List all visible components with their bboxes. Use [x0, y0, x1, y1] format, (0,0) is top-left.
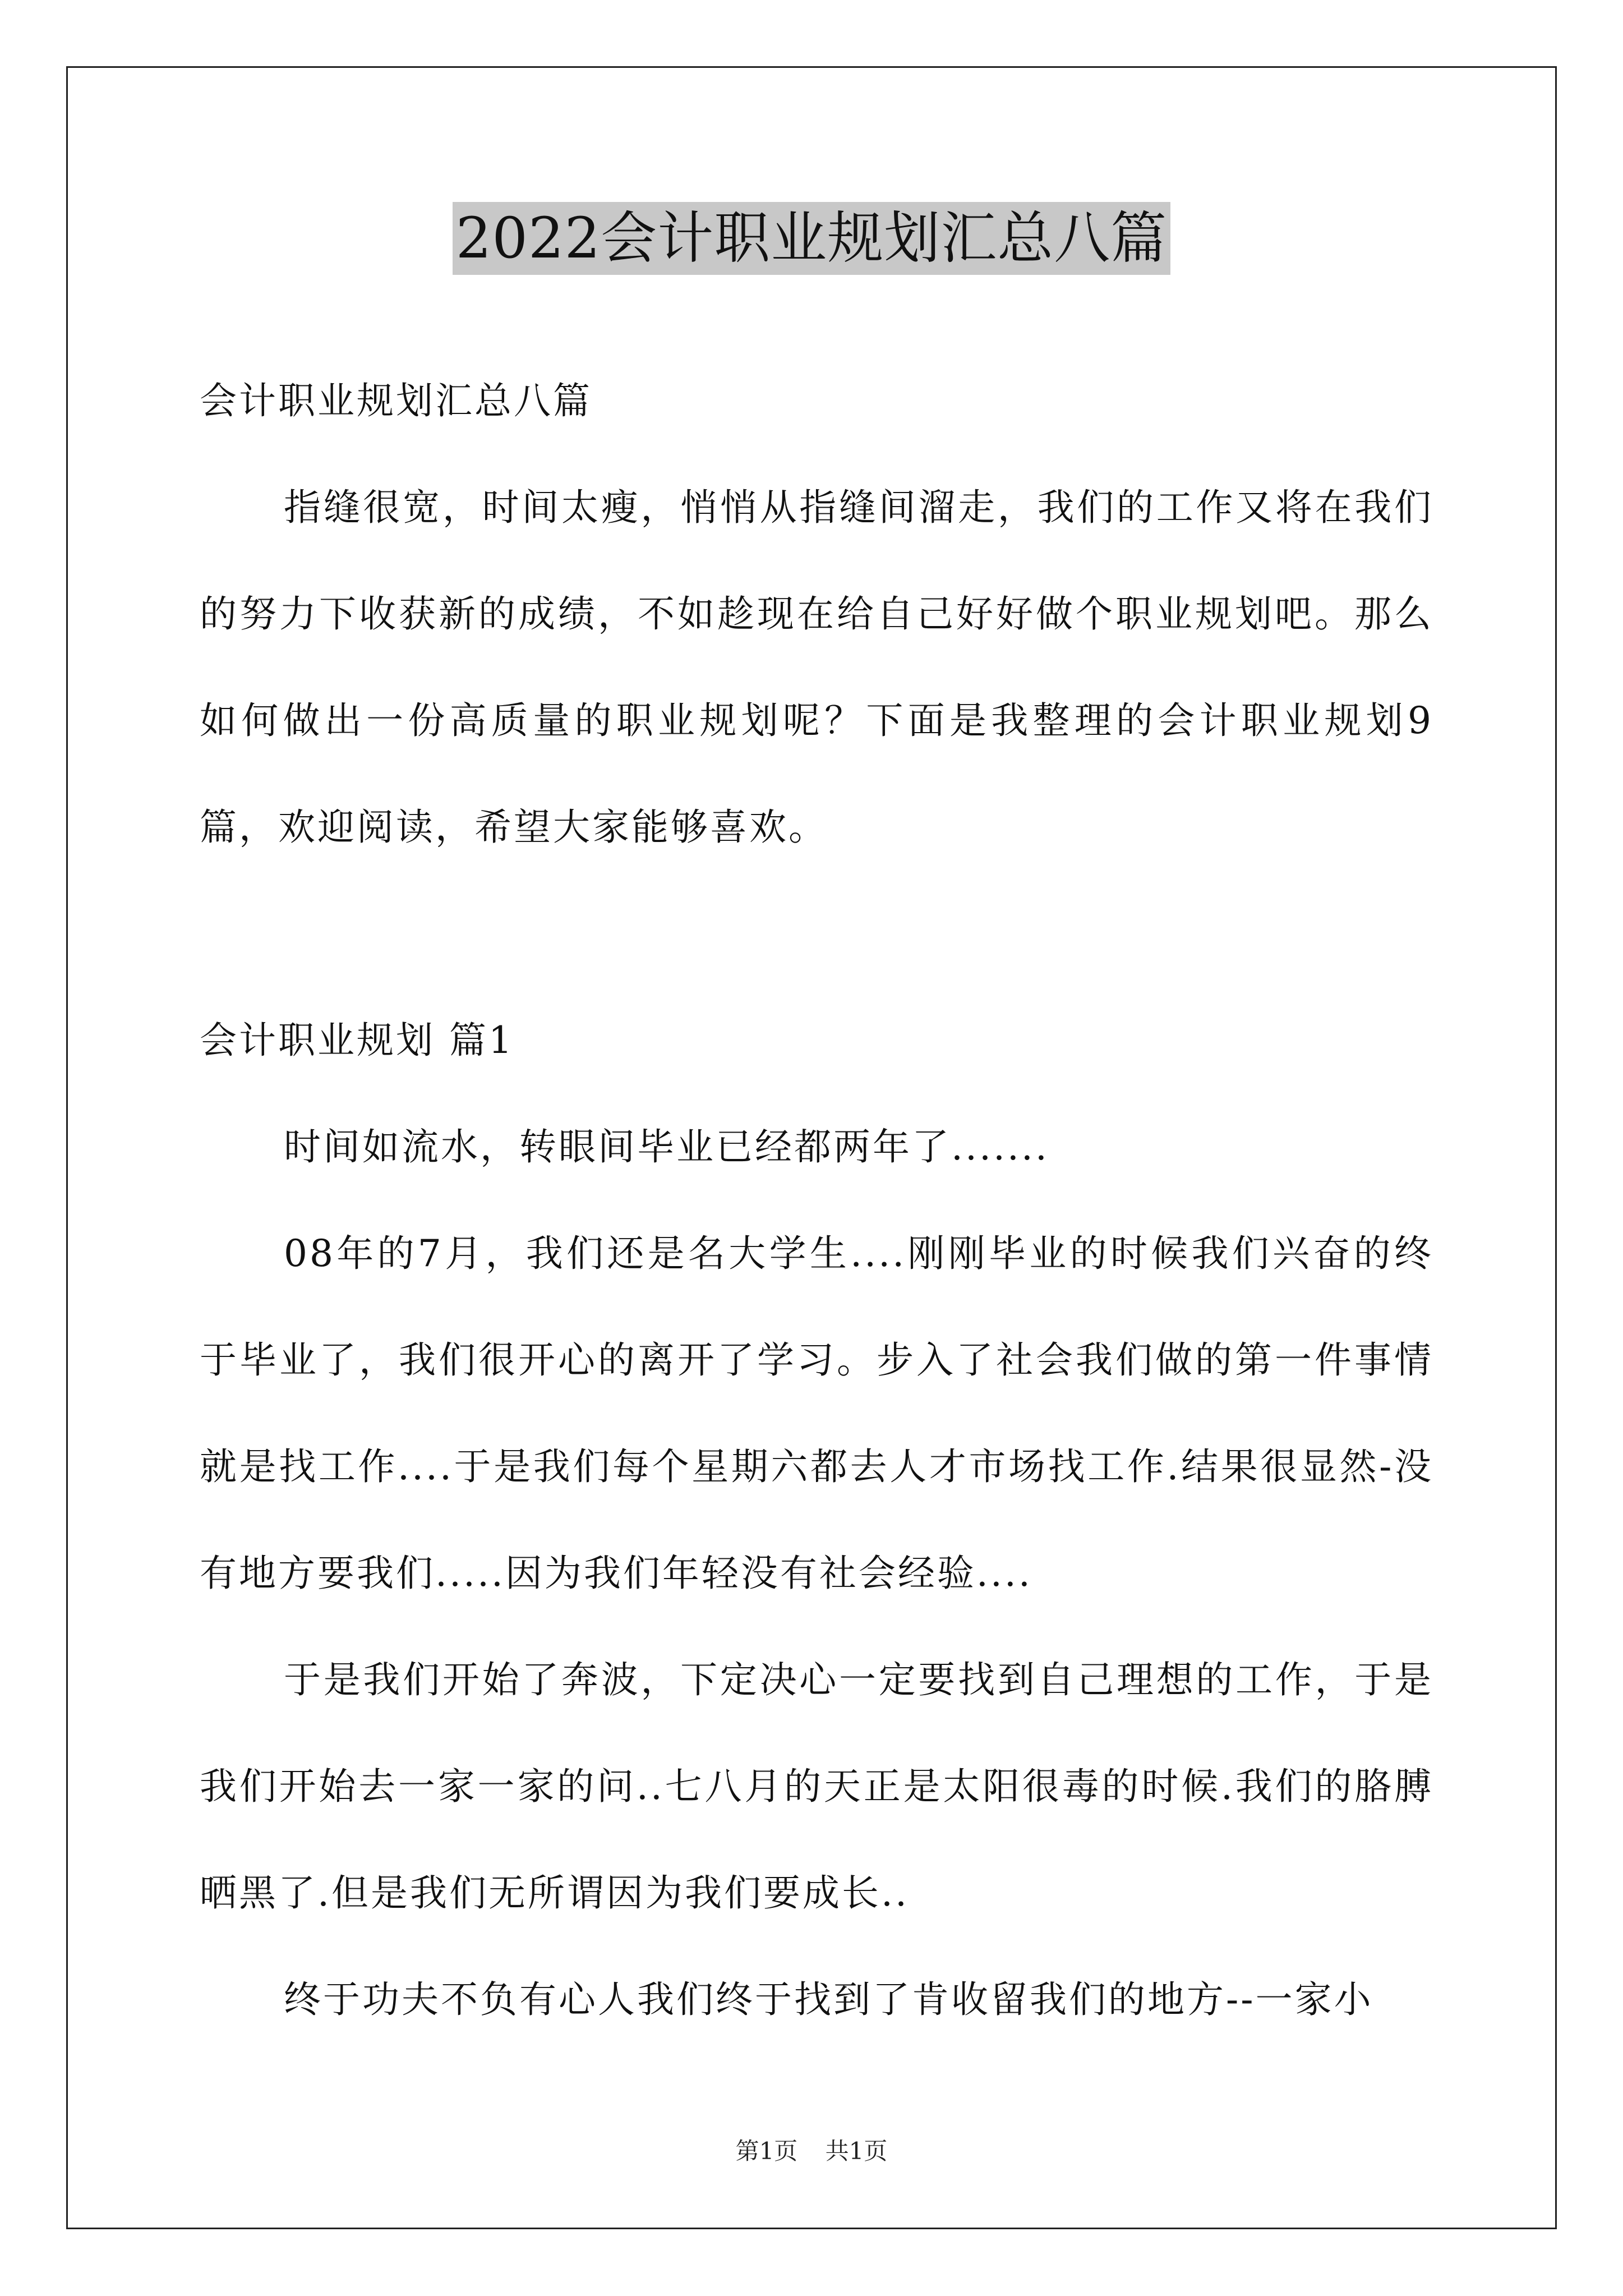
document-body — [200, 348, 1433, 2053]
section-heading: 会计职业规划 篇1 — [200, 1019, 514, 1062]
page-total: 共1页 — [825, 2137, 888, 2165]
document-subtitle: 会计职业规划汇总八篇 — [200, 379, 592, 422]
spacer — [200, 881, 1433, 987]
page-footer — [0, 2133, 1623, 2166]
body-paragraph: 终于功夫不负有心人我们终于找到了肯收留我们的地方--一家小 — [284, 1978, 1373, 2021]
body-paragraph: 时间如流水，转眼间毕业已经都两年了....... — [284, 1125, 1049, 1168]
body-paragraph: 08年的7月，我们还是名大学生....刚刚毕业的时候我们兴奋的终于毕业了，我们很开心的离开了学习。步入了社会我们做的第一件事情就是找工作....于是我们每个星期六都去人才市场找工作.结果很显然-没有地方要我们.....因为我们年轻没有社会经验.... — [200, 1232, 1433, 1595]
intro-paragraph: 指缝很宽，时间太瘦，悄悄从指缝间溜走，我们的工作又将在我们的努力下收获新的成绩，不如趁现在给自己好好做个职业规划吧。那么如何做出一份高质量的职业规划呢？下面是我整理的会计职业规划9篇，欢迎阅读，希望大家能够喜欢。 — [200, 486, 1433, 849]
page-number: 第1页 — [735, 2137, 798, 2165]
title-container — [0, 202, 1623, 275]
body-paragraph: 于是我们开始了奔波，下定决心一定要找到自己理想的工作，于是我们开始去一家一家的问..七八月的天正是太阳很毒的时候.我们的胳膊晒黑了.但是我们无所谓因为我们要成长.. — [200, 1658, 1433, 1915]
document-title: 2022会计职业规划汇总八篇 — [453, 202, 1171, 275]
